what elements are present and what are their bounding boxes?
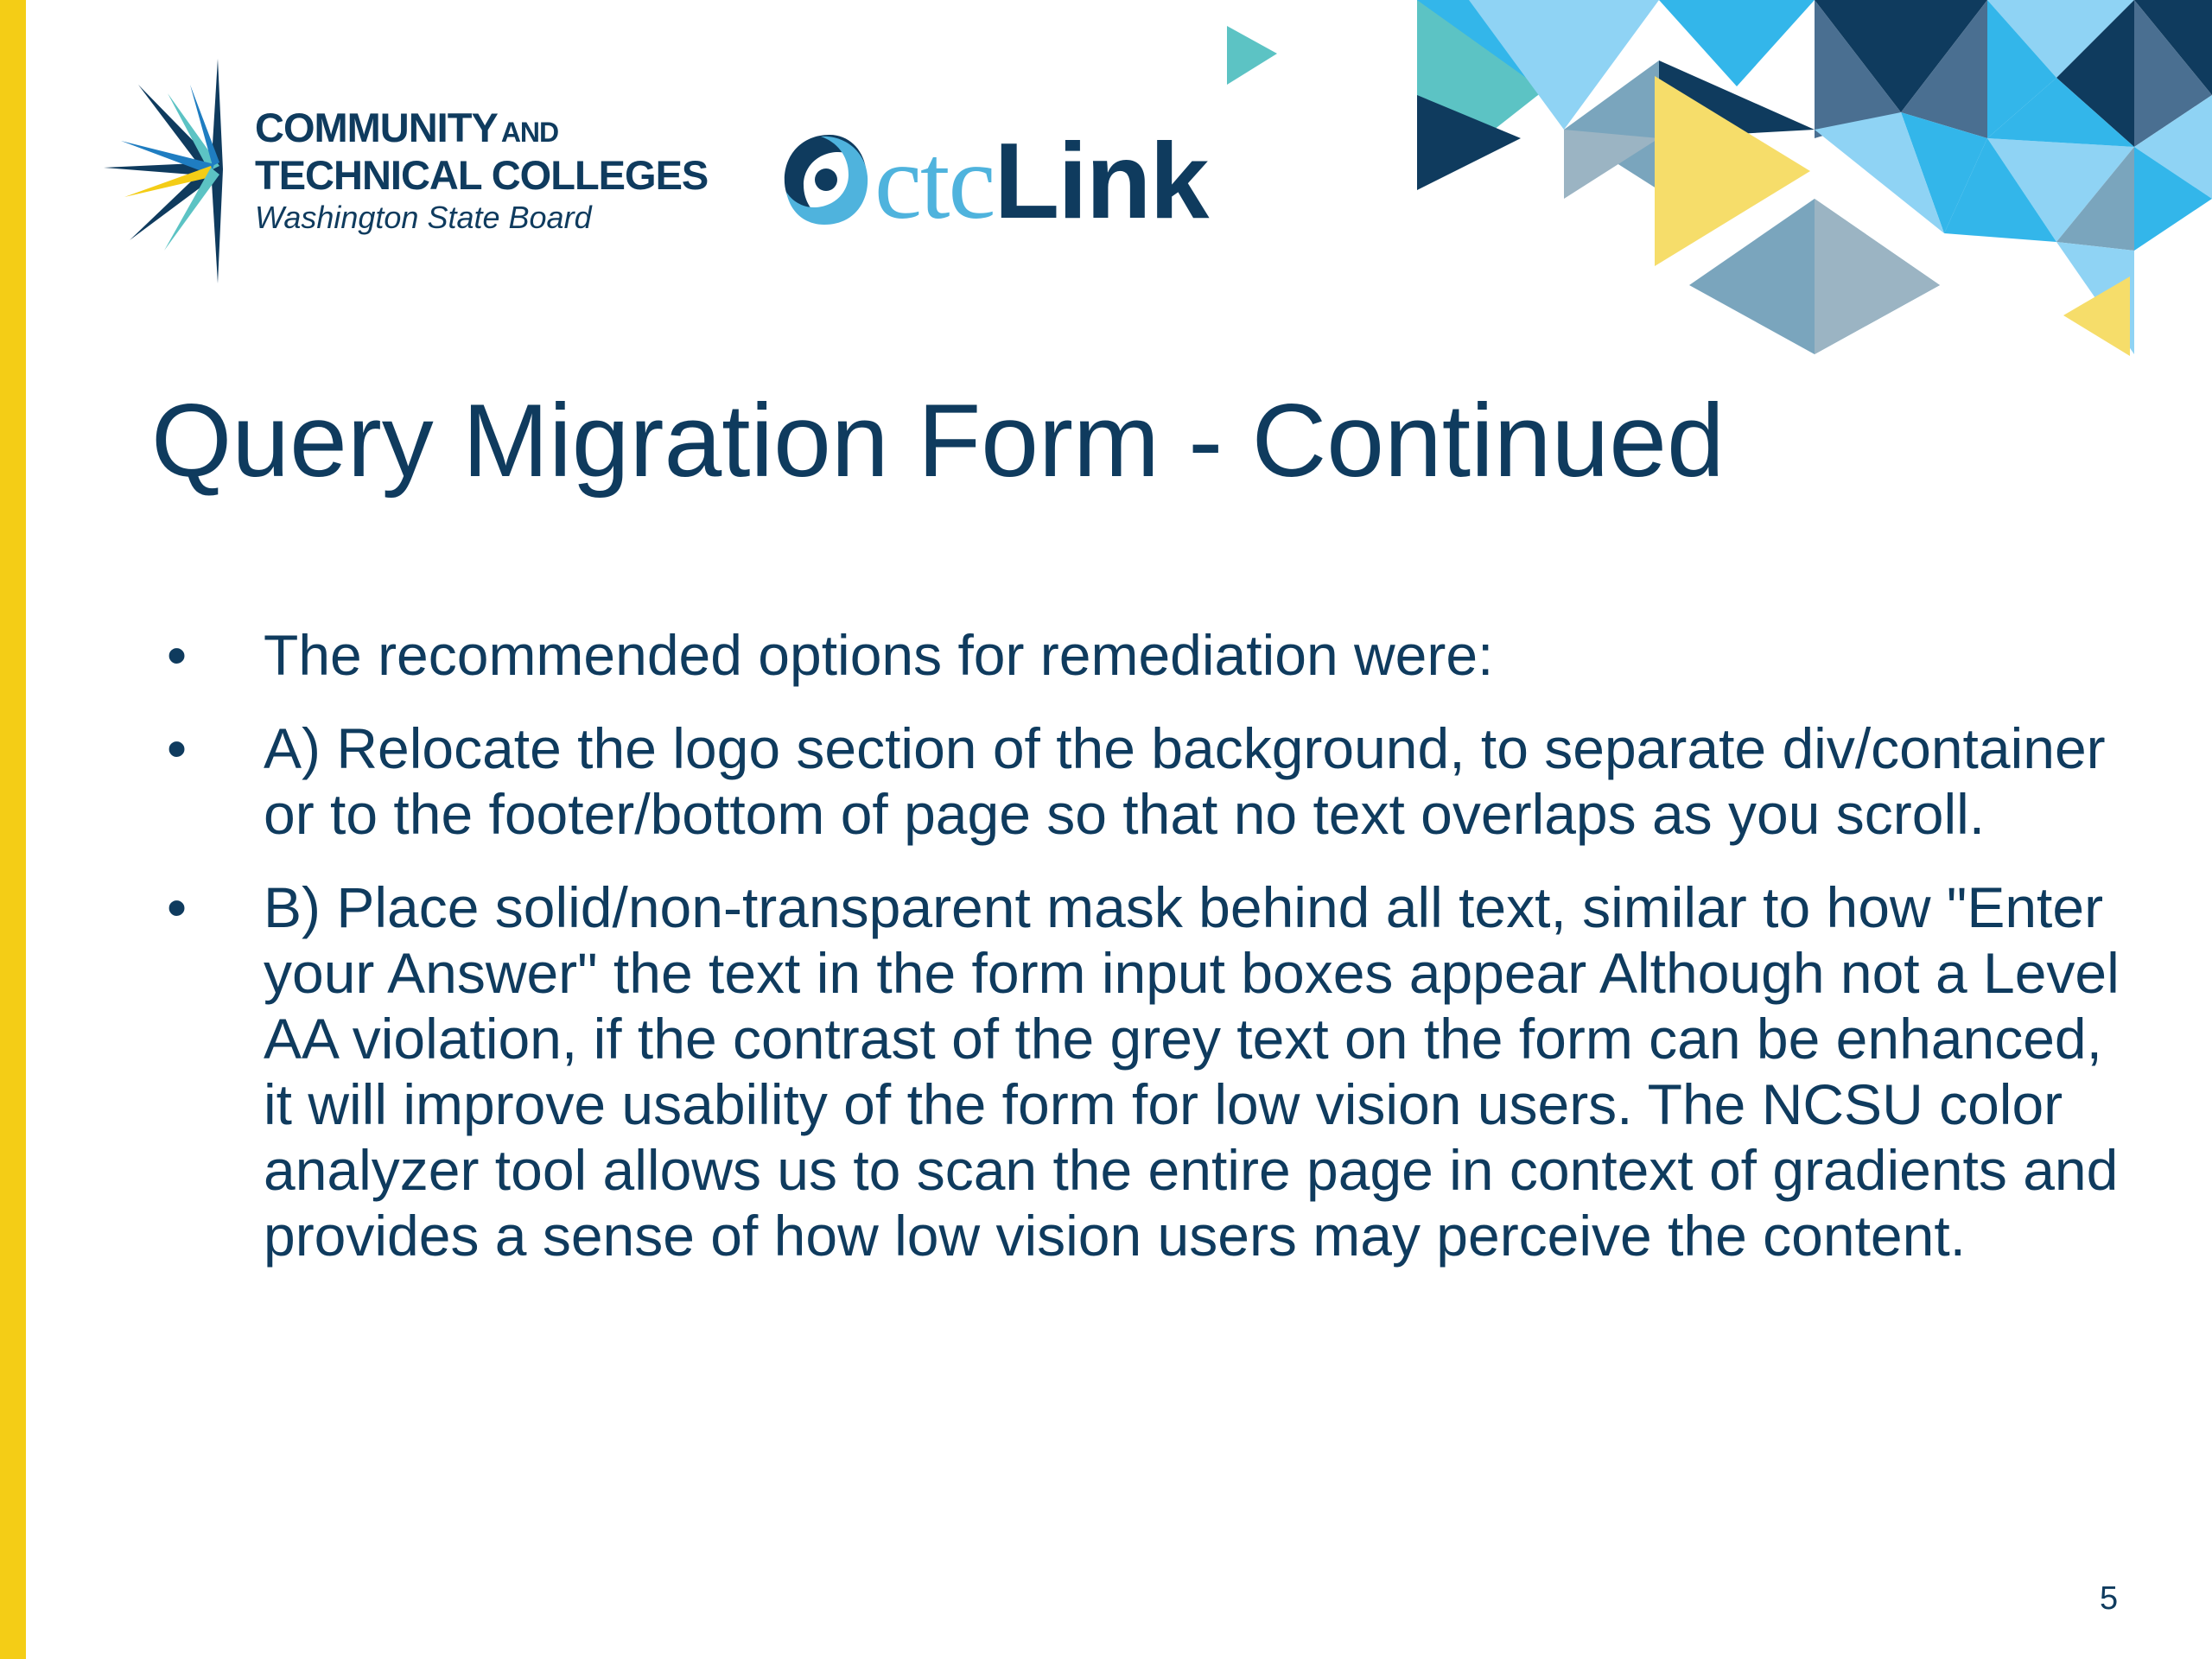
- slide-title: Query Migration Form - Continued: [151, 383, 1725, 499]
- bullet-item: [151, 715, 2139, 847]
- bullet-item: [151, 874, 2139, 1268]
- ctclink-suffix: Link: [994, 122, 1208, 241]
- bullet-list: [151, 622, 2139, 1296]
- sbctc-line-technical-colleges: TECHNICAL COLLEGES: [255, 152, 709, 198]
- sbctc-wordmark: [255, 106, 708, 238]
- bullet-text: B) Place solid/non-transparent mask behind all text, similar to how "Enter your Answer" the text in the form input boxes appear Although not a Level AA violation, if the contrast of the grey text on the form can be enhanced, it will improve usability of the form for low vision users. The NCSU color analyzer tool allows us to scan the entire page in context of gradients and provides a sense of how low vision users may perceive the content.: [264, 875, 2120, 1268]
- sbctc-line-community: COMMUNITY AND: [255, 105, 559, 150]
- bullet-item: [151, 622, 2139, 688]
- ctclink-logo: [778, 121, 1244, 242]
- sbctc-line-washington-state-board: Washington State Board: [255, 200, 592, 235]
- bullet-dot: •: [167, 623, 188, 687]
- bullet-text: The recommended options for remediation were:: [264, 623, 1494, 687]
- page-number: 5: [2100, 1580, 2119, 1617]
- bullet-dot: •: [167, 875, 188, 939]
- deco-triangle-small-teal: [1227, 26, 1277, 85]
- bullet-text: A) Relocate the logo section of the background, to separate div/container or to the footer/bottom of page so that no text overlaps as you scroll.: [264, 716, 2106, 846]
- bullet-dot: •: [167, 716, 188, 780]
- ctclink-wordmark: [874, 121, 1207, 243]
- deco-diamond-shade: [1815, 199, 1940, 354]
- ctclink-swirl-icon: [778, 128, 873, 232]
- sbctc-star-icon: [104, 59, 233, 283]
- sbctc-logo: [104, 59, 726, 283]
- ctclink-prefix: ctc: [874, 123, 995, 241]
